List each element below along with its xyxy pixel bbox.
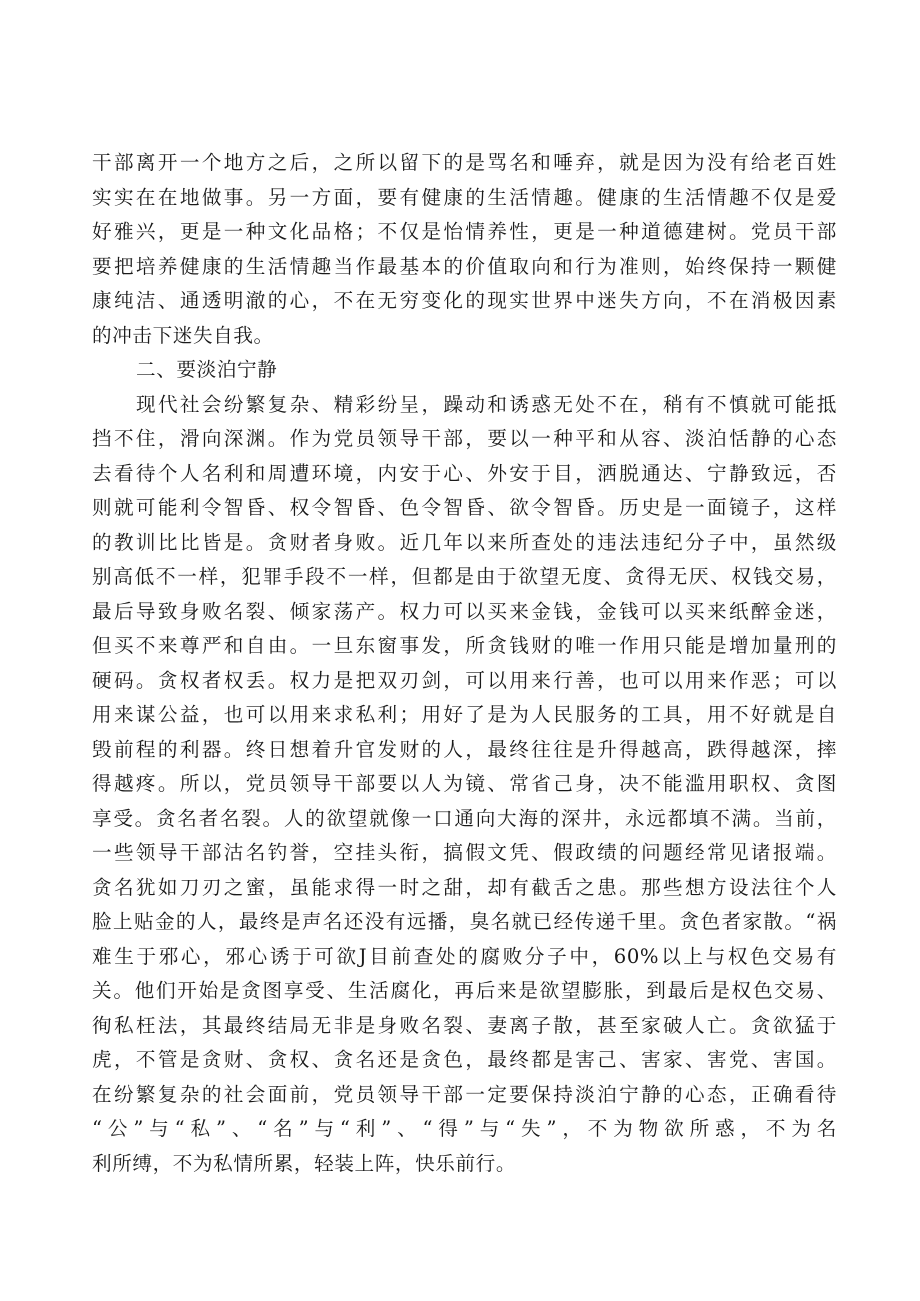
paragraph-line: 的教训比比皆是。贪财者身败。近几年以来所查处的违法违纪分子中，虽然级 xyxy=(92,530,837,554)
paragraph-line: 脸上贴金的人，最终是声名还没有远播，臭名就已经传递千里。贪色者家散。“祸 xyxy=(92,910,837,933)
section-heading: 二、要淡泊宁静 xyxy=(136,358,278,381)
paragraph-line: 得越疼。所以，党员领导干部要以人为镜、常省己身，决不能滥用职权、贪图 xyxy=(92,772,837,795)
paragraph-line: 贪名犹如刀刃之蜜，虽能求得一时之甜，却有截舌之患。那些想方设法往个人 xyxy=(92,875,837,899)
paragraph-line: 现代社会纷繁复杂、精彩纷呈，躁动和诱惑无处不在，稍有不慎就可能抵 xyxy=(136,392,837,416)
paragraph-2 xyxy=(92,388,837,1182)
paragraph-line: 用来谋公益，也可以用来求私利；用好了是为人民服务的工具，用不好就是自 xyxy=(92,703,837,726)
paragraph-line: 干部离开一个地方之后，之所以留下的是骂名和唾弃，就是因为没有给老百姓 xyxy=(92,151,837,174)
paragraph-line: “公”与“私”、“名”与“利”、“得”与“失”，不为物欲所惑，不为名 xyxy=(92,1117,837,1140)
paragraph-line: 利所缚，不为私情所累，轻装上阵，快乐前行。 xyxy=(92,1151,517,1175)
paragraph-line: 一些领导干部沽名钓誉，空挂头衔，搞假文凭、假政绩的问题经常见诸报端。 xyxy=(92,841,837,864)
document-body xyxy=(92,146,837,1181)
paragraph-1 xyxy=(92,146,837,353)
paragraph-line: 挡不住，滑向深渊。作为党员领导干部，要以一种平和从容、淡泊恬静的心态 xyxy=(92,427,837,450)
paragraph-line: 要把培养健康的生活情趣当作最基本的价值取向和行为准则，始终保持一颗健 xyxy=(92,254,837,278)
paragraph-line: 徇私枉法，其最终结局无非是身败名裂、妻离子散，甚至家破人亡。贪欲猛于 xyxy=(92,1013,837,1037)
paragraph-line: 则就可能利令智昏、权令智昏、色令智昏、欲令智昏。历史是一面镜子，这样 xyxy=(92,496,837,519)
paragraph-line: 实实在在地做事。另一方面，要有健康的生活情趣。健康的生活情趣不仅是爱 xyxy=(92,185,837,209)
paragraph-line: 虎，不管是贪财、贪权、贪名还是贪色，最终都是害己、害家、害党、害国。 xyxy=(92,1048,837,1071)
paragraph-line: 但买不来尊严和自由。一旦东窗事发，所贪钱财的唯一作用只能是增加量刑的 xyxy=(92,634,837,657)
paragraph-line: 在纷繁复杂的社会面前，党员领导干部一定要保持淡泊宁静的心态，正确看待 xyxy=(92,1082,837,1106)
paragraph-line: 康纯洁、通透明澈的心，不在无穷变化的现实世界中迷失方向，不在消极因素 xyxy=(92,289,837,312)
paragraph-line: 难生于邪心，邪心诱于可欲J目前查处的腐败分子中，60%以上与权色交易有 xyxy=(92,944,837,968)
paragraph-line: 享受。贪名者名裂。人的欲望就像一口通向大海的深井，永远都填不满。当前， xyxy=(92,806,837,830)
paragraph-line: 去看待个人名利和周遭环境，内安于心、外安于目，洒脱通达、宁静致远，否 xyxy=(92,461,837,485)
paragraph-line: 别高低不一样，犯罪手段不一样，但都是由于欲望无度、贪得无厌、权钱交易， xyxy=(92,565,837,588)
paragraph-line: 关。他们开始是贪图享受、生活腐化，再后来是欲望膨胀，到最后是权色交易、 xyxy=(92,979,837,1002)
paragraph-line: 硬码。贪权者权丢。权力是把双刃剑，可以用来行善，也可以用来作恶；可以 xyxy=(92,668,837,692)
paragraph-line: 最后导致身败名裂、倾家荡产。权力可以买来金钱，金钱可以买来纸醉金迷， xyxy=(92,599,837,623)
paragraph-line: 毁前程的利器。终日想着升官发财的人，最终往往是升得越高，跌得越深，摔 xyxy=(92,737,837,761)
paragraph-line: 好雅兴，更是一种文化品格；不仅是怡情养性，更是一种道德建树。党员干部 xyxy=(92,220,837,243)
paragraph-line: 的冲击下迷失自我。 xyxy=(92,323,274,347)
